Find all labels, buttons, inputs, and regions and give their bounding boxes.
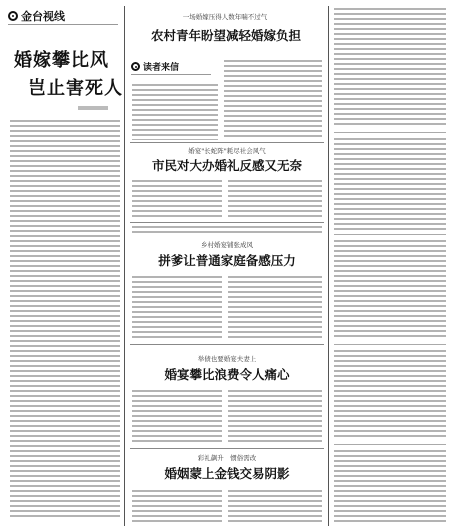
- article5-body-right: [228, 490, 322, 522]
- bullet-circle-icon: [8, 11, 18, 21]
- left-body-text: [10, 120, 120, 520]
- divider-article2-top: [130, 142, 324, 143]
- article3-headline: 拼爹让普通家庭备感压力: [158, 253, 296, 268]
- article3-kicker: 乡村婚宴铺张成风: [201, 241, 253, 249]
- right-body-block3: [334, 240, 446, 340]
- column-divider-right: [328, 6, 329, 526]
- divider-article3-top: [130, 222, 324, 223]
- article5-body-left: [132, 490, 222, 522]
- bullet-circle-icon: [131, 62, 140, 71]
- section-tag-jintai: [8, 8, 65, 24]
- article4-body-left: [132, 390, 222, 444]
- section-tag-readers: [131, 60, 179, 73]
- top-center-headline: 农村青年盼望减轻婚嫁负担: [150, 28, 301, 43]
- left-headline-line1: 婚嫁攀比风: [14, 50, 109, 71]
- article2-body-left: [132, 180, 222, 220]
- right-body-block1: [334, 8, 446, 128]
- top-center-kicker: 一场婚嫁压得人数年喘不过气: [182, 13, 268, 21]
- divider-article4-top: [130, 344, 324, 345]
- article4-body-right: [228, 390, 322, 444]
- right-divider-3: [334, 344, 446, 345]
- right-divider-4: [334, 444, 446, 445]
- article2-kicker: 婚宴"长蛇阵"耗尽社会风气: [188, 147, 266, 155]
- article3-body-left: [132, 276, 222, 340]
- right-body-block5: [334, 450, 446, 522]
- readers-tag-label: 读者来信: [143, 63, 180, 73]
- right-divider-2: [334, 234, 446, 235]
- right-divider-1: [334, 132, 446, 133]
- article5-kicker: 彩礼飙升 惯俗需改: [197, 454, 257, 462]
- left-tag-rule: [8, 24, 118, 25]
- right-body-block4: [334, 350, 446, 440]
- divider-article5-top: [130, 448, 324, 449]
- article4-headline: 婚宴攀比浪费令人痛心: [164, 367, 290, 382]
- right-body-block2: [334, 138, 446, 230]
- readers-tag-rule: [131, 74, 211, 75]
- left-byline: [78, 106, 108, 110]
- article1-body-right: [224, 60, 322, 140]
- article2-headline: 市民对大办婚礼反感又无奈: [151, 158, 302, 173]
- section-tag-label: 金台视线: [21, 10, 65, 23]
- article2-body-right: [228, 180, 322, 220]
- article1-body-left: [132, 84, 218, 140]
- article2-body-lower: [132, 226, 322, 236]
- article4-kicker: 举债也要婚宴夫妻上: [197, 355, 257, 363]
- article3-body-right: [228, 276, 322, 340]
- column-divider-left: [124, 6, 125, 526]
- left-headline-line2: 岂止害死人: [28, 78, 123, 99]
- article5-headline: 婚姻蒙上金钱交易阴影: [164, 466, 290, 481]
